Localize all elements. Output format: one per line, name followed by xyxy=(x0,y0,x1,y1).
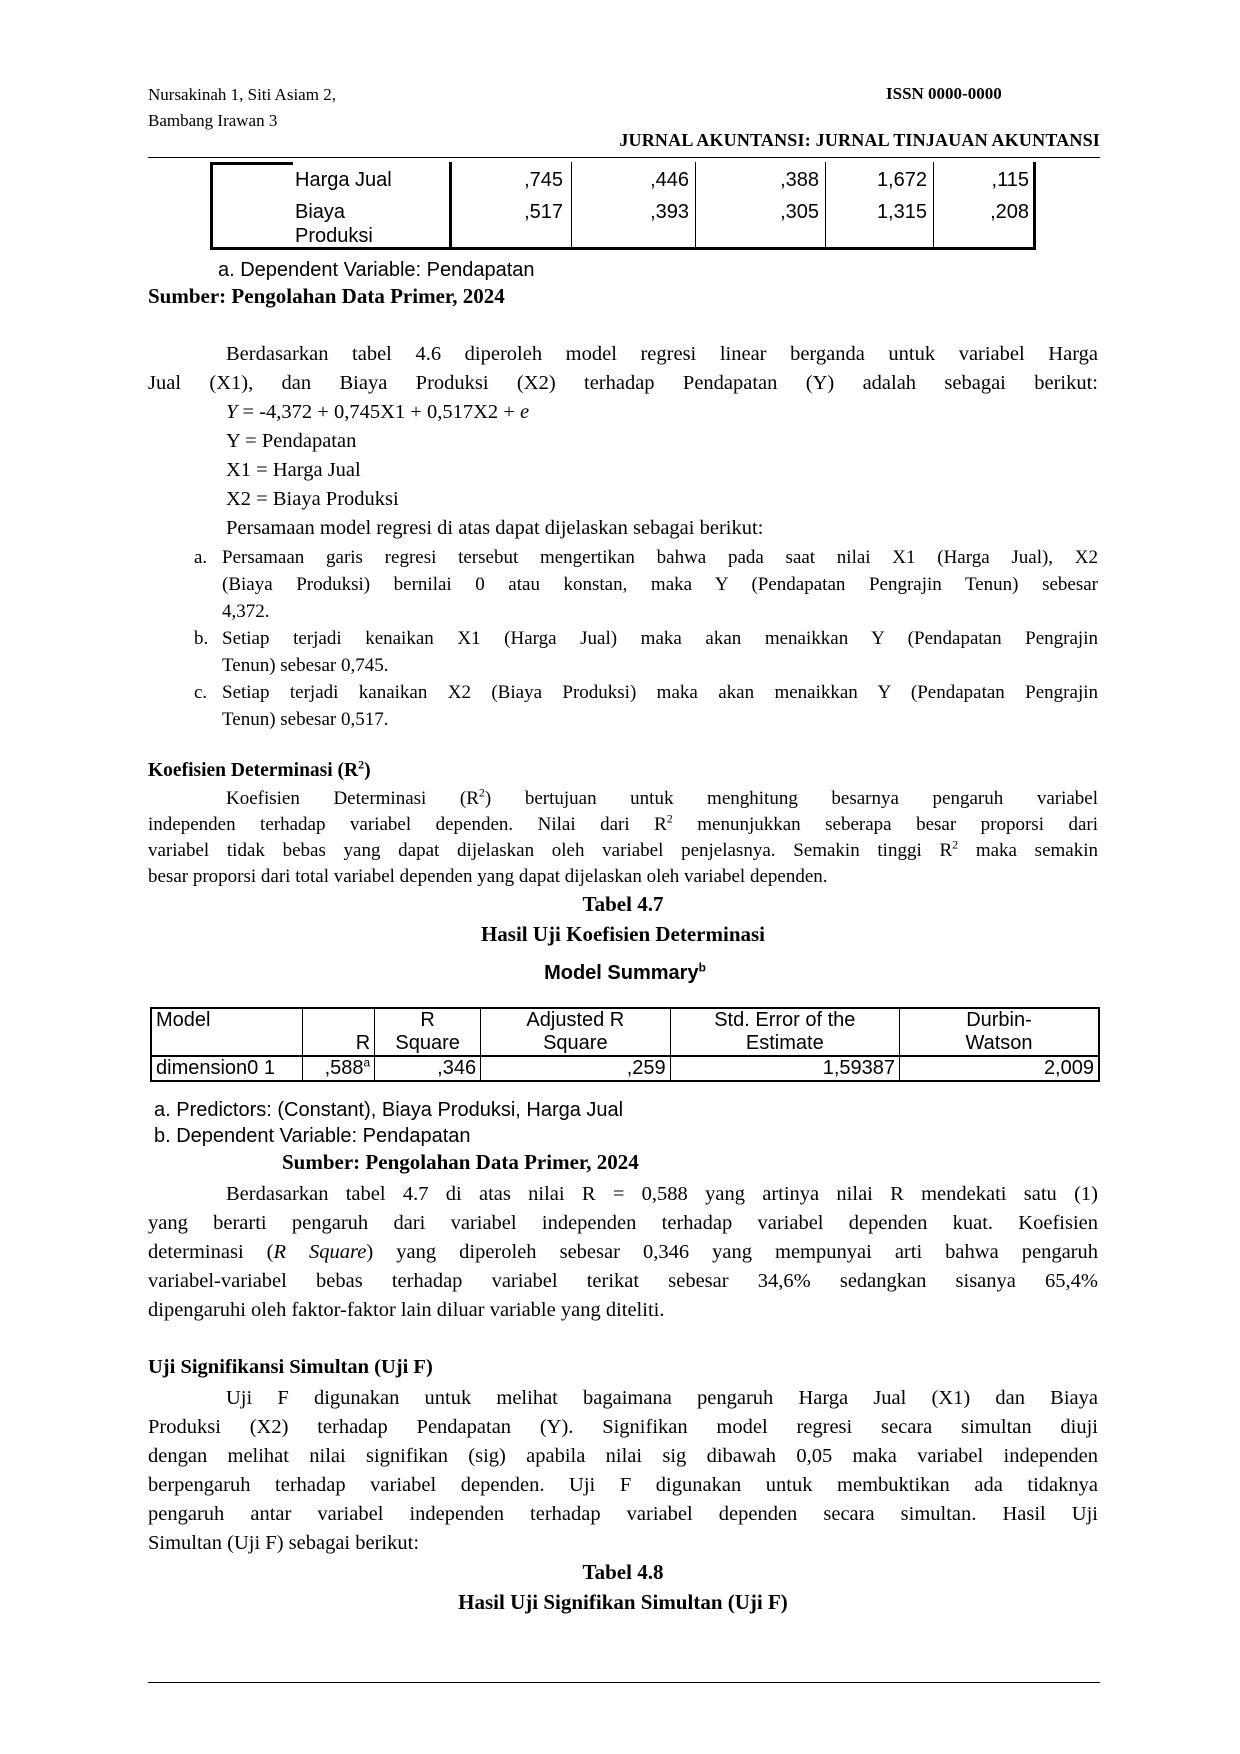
discussion-line-1: Berdasarkan tabel 4.7 di atas nilai R = 0,588 yang artinya nilai R mendekati satu (1) xyxy=(226,1183,1098,1205)
table-cell: ,517 xyxy=(524,201,563,223)
coefficients-table-continued xyxy=(210,162,1036,250)
discussion-line-4: variabel-variabel bebas terhadap variabel terikat sebesar 34,6% sedangkan sisanya 65,4% xyxy=(148,1270,1098,1292)
table-number: Tabel 4.7 xyxy=(582,892,664,916)
table-number: Tabel 4.8 xyxy=(582,1560,664,1584)
table-cell: 1,315 xyxy=(876,201,927,223)
table-title: Hasil Uji Koefisien Determinasi xyxy=(480,922,766,946)
header-rule xyxy=(148,157,1100,158)
table-cell: ,208 xyxy=(990,201,1029,223)
issn: ISSN 0000-0000 xyxy=(886,84,1002,103)
header-adjusted-r-square: Adjusted R Square xyxy=(481,1008,671,1056)
cell-std-error: 1,59387 xyxy=(670,1056,899,1081)
cell-r: ,588$^a$ xyxy=(303,1056,375,1081)
uji-f-line-1: Uji F digunakan untuk melihat bagaimana pengaruh Harga Jual (X1) dan Biaya xyxy=(226,1387,1098,1409)
journal-name: JURNAL AKUNTANSI: JURNAL TINJAUAN AKUNTANSI xyxy=(619,130,1100,150)
table-cell: 1,672 xyxy=(876,169,927,191)
uji-f-line-5: pengaruh antar variabel independen terhadap variabel dependen secara simultan. Hasil Uji xyxy=(148,1503,1098,1525)
r2-paragraph-line-3: variabel tidak bebas yang dapat dijelaskan oleh variabel penjelasnya. Semakin tinggi $R^2$ maka semakin xyxy=(148,837,1098,861)
table-column-divider xyxy=(571,162,572,247)
table-source: Sumber: Pengolahan Data Primer, 2024 xyxy=(282,1150,639,1174)
table-column-divider xyxy=(695,162,696,247)
table-note: a. Dependent Variable: Pendapatan xyxy=(218,259,535,281)
table-cell: ,393 xyxy=(650,201,689,223)
table-cell: ,446 xyxy=(650,169,689,191)
table-cell: ,745 xyxy=(524,169,563,191)
r2-paragraph-line-4: besar proporsi dari total variabel dependen yang dapat dijelaskan oleh variabel dependen. xyxy=(148,866,828,887)
table-cell: ,388 xyxy=(780,169,819,191)
table-column-divider xyxy=(933,162,934,247)
header-std-error: Std. Error of the Estimate xyxy=(670,1008,899,1056)
footer-rule xyxy=(148,1682,1100,1683)
authors-line-1: Nursakinah 1, Siti Asiam 2, xyxy=(148,85,336,104)
definition-x1: X1 = Harga Jual xyxy=(226,459,361,481)
uji-f-line-2: Produksi (X2) terhadap Pendapatan (Y). Signifikan model regresi secara simultan diuji xyxy=(148,1416,1098,1438)
explanation-intro: Persamaan model regresi di atas dapat dijelaskan sebagai berikut: xyxy=(226,517,764,539)
header-durbin-watson: Durbin- Watson xyxy=(900,1008,1100,1056)
cell-durbin-watson: 2,009 xyxy=(900,1056,1100,1081)
row-model-cell: dimension0 1 xyxy=(151,1056,303,1081)
row-label-harga-jual: Harga Jual xyxy=(295,169,392,191)
header-r: R xyxy=(303,1008,375,1056)
r2-paragraph-line-2: independen terhadap variabel dependen. Nilai dari $R^2$ menunjukkan seberapa besar proporsi dari xyxy=(148,811,1098,835)
author-names xyxy=(148,82,336,134)
table-column-divider xyxy=(825,162,826,247)
uji-f-line-6: Simultan (Uji F) sebagai berikut: xyxy=(148,1532,420,1554)
model-summary-title: Model Summary$^b$ xyxy=(544,960,706,984)
definition-x2: X2 = Biaya Produksi xyxy=(226,488,399,510)
header-r-square: R Square xyxy=(375,1008,481,1056)
table-row xyxy=(151,1056,1099,1081)
list-marker: a. xyxy=(194,547,208,568)
discussion-line-3: determinasi (R Square) yang diperoleh sebesar 0,346 yang mempunyai arti bahwa pengaruh xyxy=(148,1241,1098,1263)
table-cell: ,115 xyxy=(991,169,1029,191)
table-title: Hasil Uji Signifikan Simultan (Uji F) xyxy=(458,1590,788,1614)
table-header-row xyxy=(151,1008,1099,1056)
list-marker: c. xyxy=(194,682,208,703)
table-cell: ,305 xyxy=(780,201,819,223)
r2-paragraph-line-1: Koefisien Determinasi $(R^2)$ bertujuan untuk menghitung besarnya pengaruh variabel xyxy=(226,785,1098,809)
discussion-line-5: dipengaruhi oleh faktor-faktor lain diluar variable yang diteliti. xyxy=(148,1299,665,1321)
definition-y: Y = Pendapatan xyxy=(226,430,357,452)
table-note-b: b. Dependent Variable: Pendapatan xyxy=(154,1125,471,1147)
cell-r-square: ,346 xyxy=(375,1056,481,1081)
regression-equation: Y = -4,372 + 0,745X1 + 0,517X2 + e xyxy=(226,401,530,423)
model-summary-table xyxy=(150,1007,1100,1082)
authors-line-2: Bambang Irawan 3 xyxy=(148,111,278,130)
table-source: Sumber: Pengolahan Data Primer, 2024 xyxy=(148,284,505,308)
regression-intro-line-2: Jual (X1), dan Biaya Produksi (X2) terhadap Pendapatan (Y) adalah sebagai berikut: xyxy=(148,372,1098,394)
regression-intro-line-1: Berdasarkan tabel 4.6 diperoleh model regresi linear berganda untuk variabel Harga xyxy=(226,343,1098,365)
header-model: Model xyxy=(151,1008,303,1056)
table-note-a: a. Predictors: (Constant), Biaya Produksi, Harga Jual xyxy=(154,1099,624,1121)
cell-adjusted-r-square: ,259 xyxy=(481,1056,671,1081)
table-top-border-stub xyxy=(213,162,293,165)
section-heading-uji-f: Uji Signifikansi Simultan (Uji F) xyxy=(148,1356,433,1378)
uji-f-line-3: dengan melihat nilai signifikan (sig) apabila nilai sig dibawah 0,05 maka variabel independen xyxy=(148,1445,1098,1467)
row-label-biaya-produksi: Biaya Produksi xyxy=(295,201,373,247)
section-heading-r2: Koefisien Determinasi $(R^2)$ xyxy=(148,757,371,781)
table-column-divider xyxy=(449,162,452,247)
discussion-line-2: yang berarti pengaruh dari variabel independen terhadap variabel dependen kuat. Koefisien xyxy=(148,1212,1098,1234)
list-marker: b. xyxy=(194,628,209,649)
uji-f-line-4: berpengaruh terhadap variabel dependen. Uji F digunakan untuk membuktikan ada tidaknya xyxy=(148,1474,1098,1496)
